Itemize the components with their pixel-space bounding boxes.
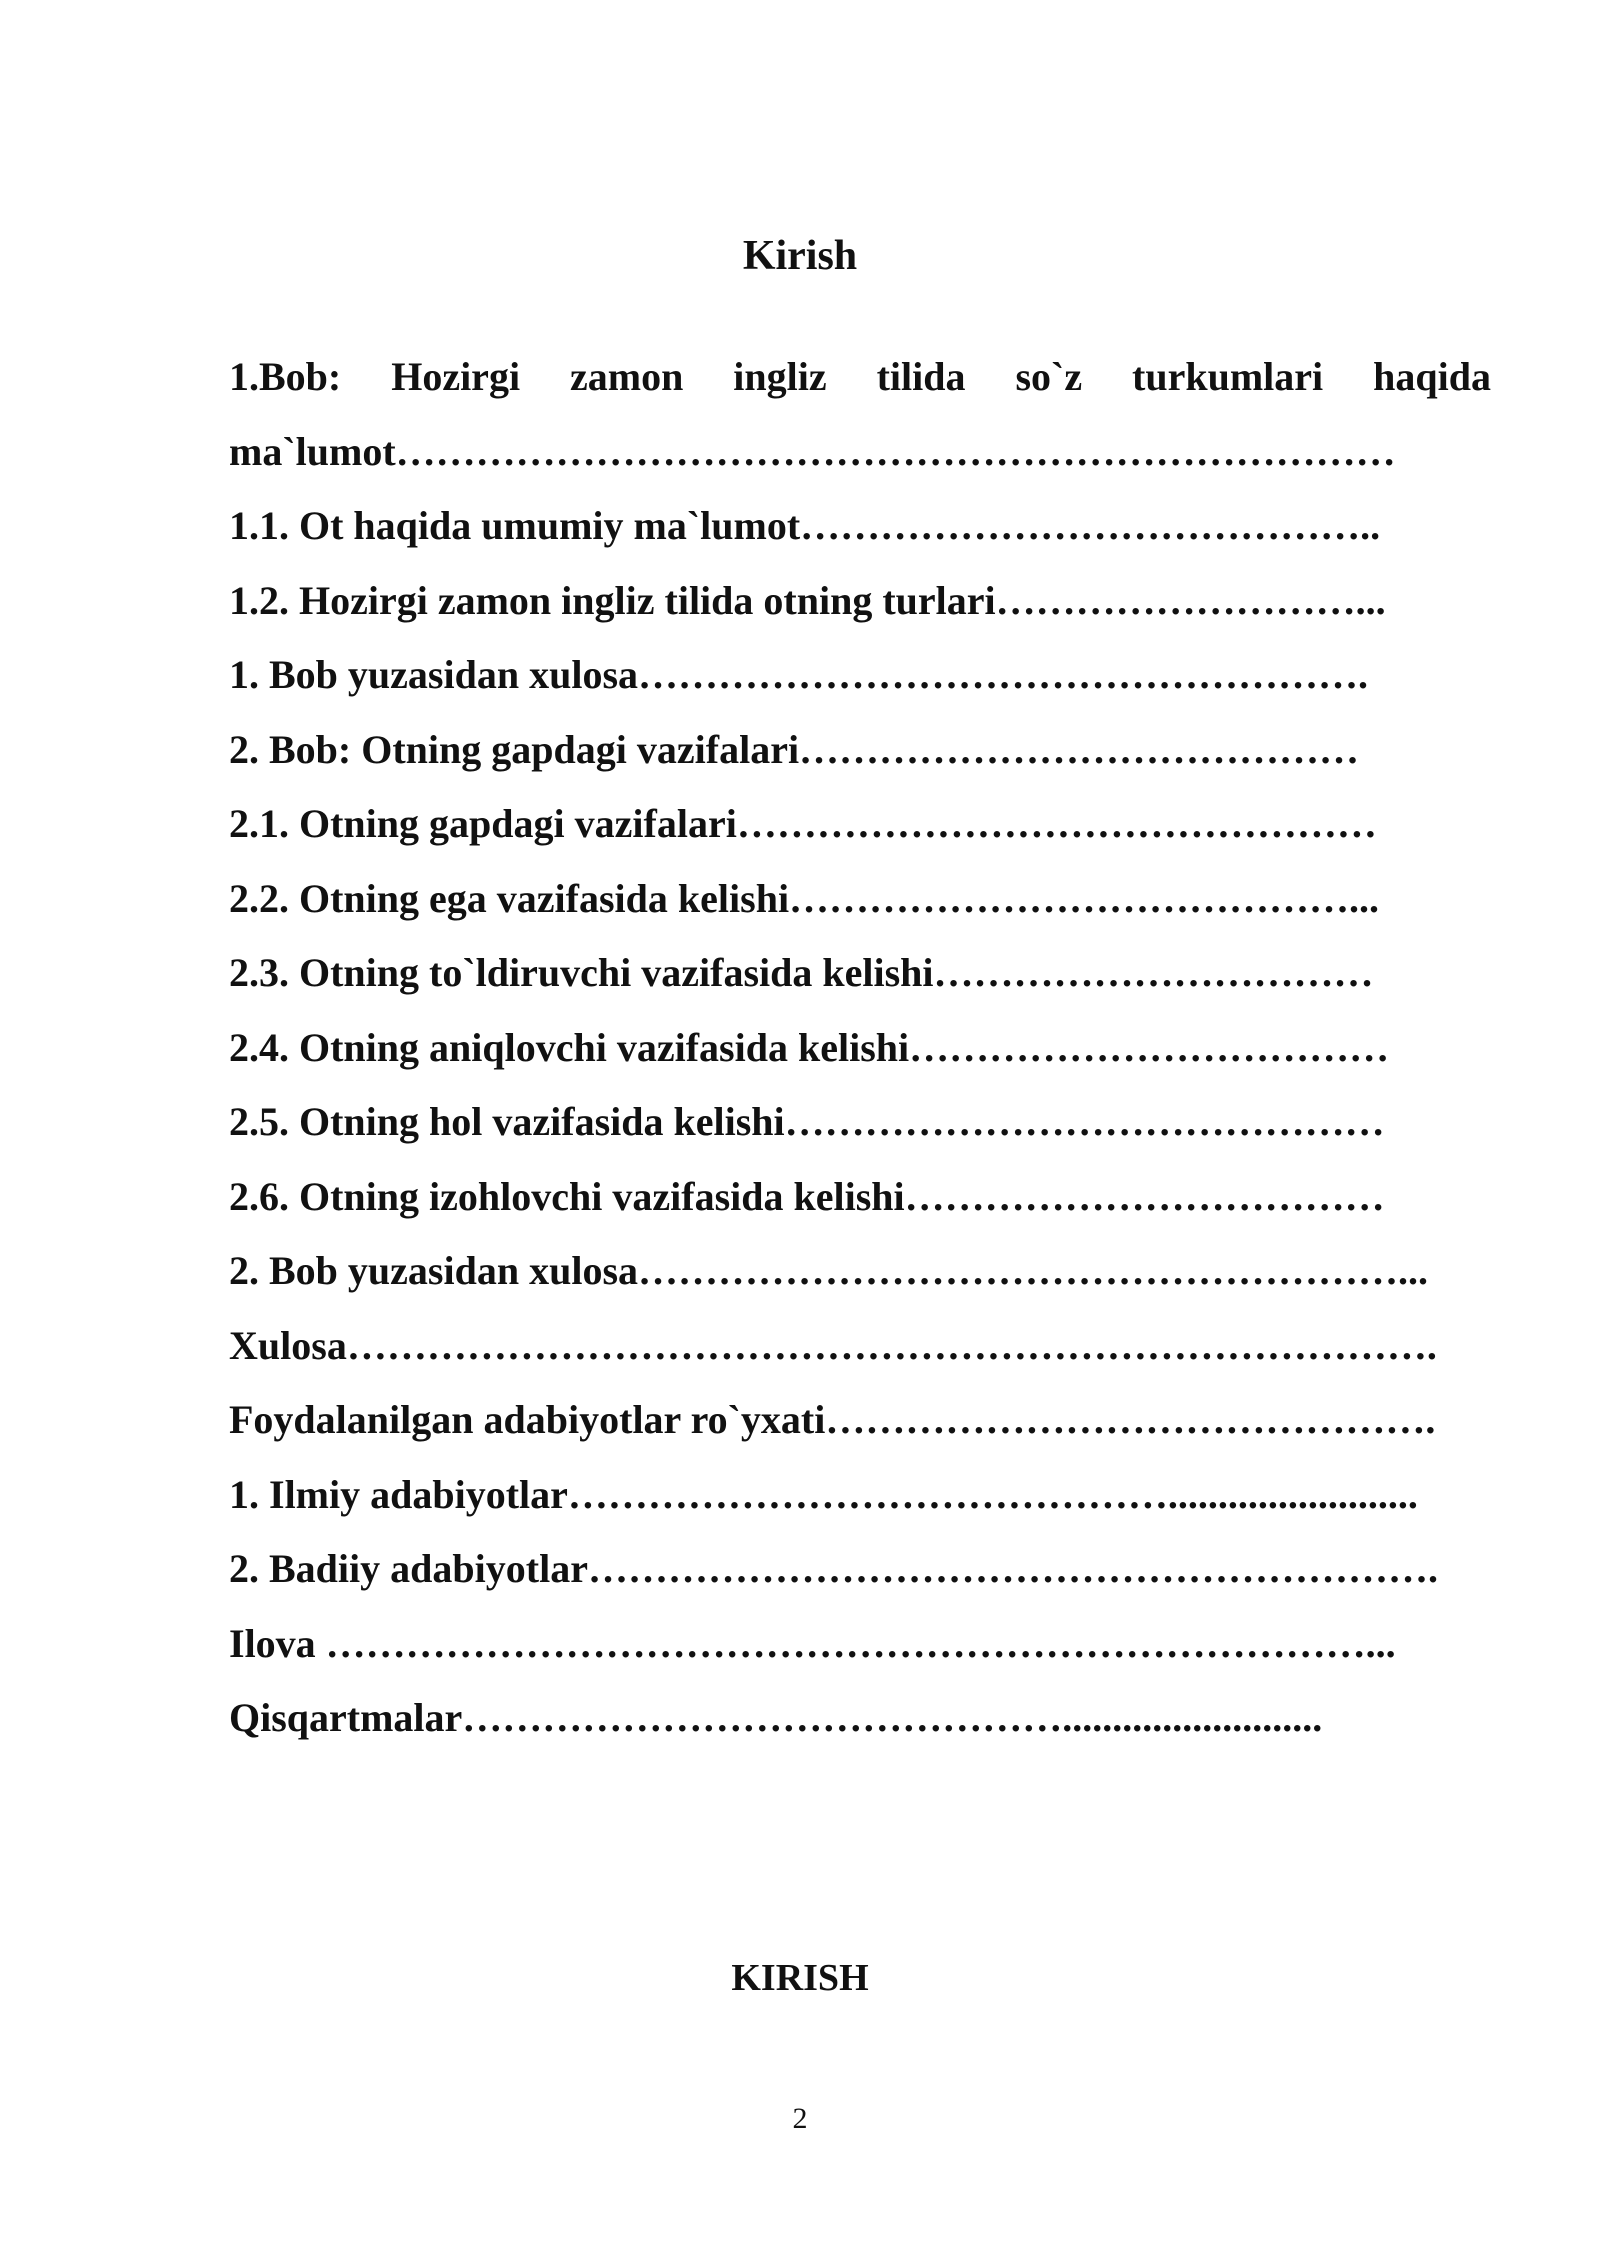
toc-entry: Ilova ……………………………………………………………………... xyxy=(229,1620,1396,1666)
toc-word: ingliz xyxy=(733,354,827,399)
toc-entry: 2.6. Otning izohlovchi vazifasida kelishi……………………………… xyxy=(229,1173,1385,1219)
section-title: KIRISH xyxy=(731,1957,869,1999)
table-of-contents xyxy=(229,340,1491,1756)
toc-word: turkumlari xyxy=(1132,354,1324,399)
toc-entry: 2.3. Otning to`ldiruvchi vazifasida kelishi…………………………… xyxy=(229,950,1374,995)
toc-entry: 1.2. Hozirgi zamon ingliz tilida otning turlari………………………... xyxy=(229,577,1386,623)
toc-entry: 2. Bob: Otning gapdagi vazifalari…………………………………… xyxy=(229,726,1360,772)
toc-entry: 2.5. Otning hol vazifasida kelishi……………………………………… xyxy=(229,1099,1385,1144)
toc-entry: 1.1. Ot haqida umumiy ma`lumot…………………………………….. xyxy=(229,503,1381,548)
toc-word: Hozirgi xyxy=(391,354,521,399)
page-number: 2 xyxy=(792,2102,808,2135)
toc-entry: 1. Bob yuzasidan xulosa………………………………………………. xyxy=(229,652,1369,697)
toc-word: tilida xyxy=(876,354,966,399)
toc-entry: ma`lumot………………………………………………………………… xyxy=(229,428,1396,474)
toc-entry: 2.1. Otning gapdagi vazifalari………………………………………… xyxy=(229,801,1377,846)
toc-word: haqida xyxy=(1373,354,1491,399)
toc-entry: 2.2. Otning ega vazifasida kelishi……………………………………... xyxy=(229,875,1380,921)
toc-entry: 1. Ilmiy adabiyotlar………………………………………......................... xyxy=(229,1471,1418,1517)
toc-entry: 2. Bob yuzasidan xulosa…………………………………………………... xyxy=(229,1248,1429,1293)
toc-entry: Qisqartmalar……………………………………….......................... xyxy=(229,1695,1323,1740)
toc-word: zamon xyxy=(570,354,684,399)
toc-entry: Foydalanilgan adabiyotlar ro`yxati………………………………………. xyxy=(229,1397,1436,1442)
toc-entry: 2. Badiiy adabiyotlar………………………………………………………. xyxy=(229,1546,1438,1591)
toc-entry-first-line xyxy=(229,340,1491,415)
toc-word: so`z xyxy=(1015,354,1083,399)
toc-word: 1.Bob: xyxy=(229,354,342,399)
toc-title: Kirish xyxy=(742,233,858,279)
toc-entry: 2.4. Otning aniqlovchi vazifasida kelishi……………………………… xyxy=(229,1024,1390,1070)
toc-entry: Xulosa………………………………………………………………………. xyxy=(229,1322,1437,1368)
